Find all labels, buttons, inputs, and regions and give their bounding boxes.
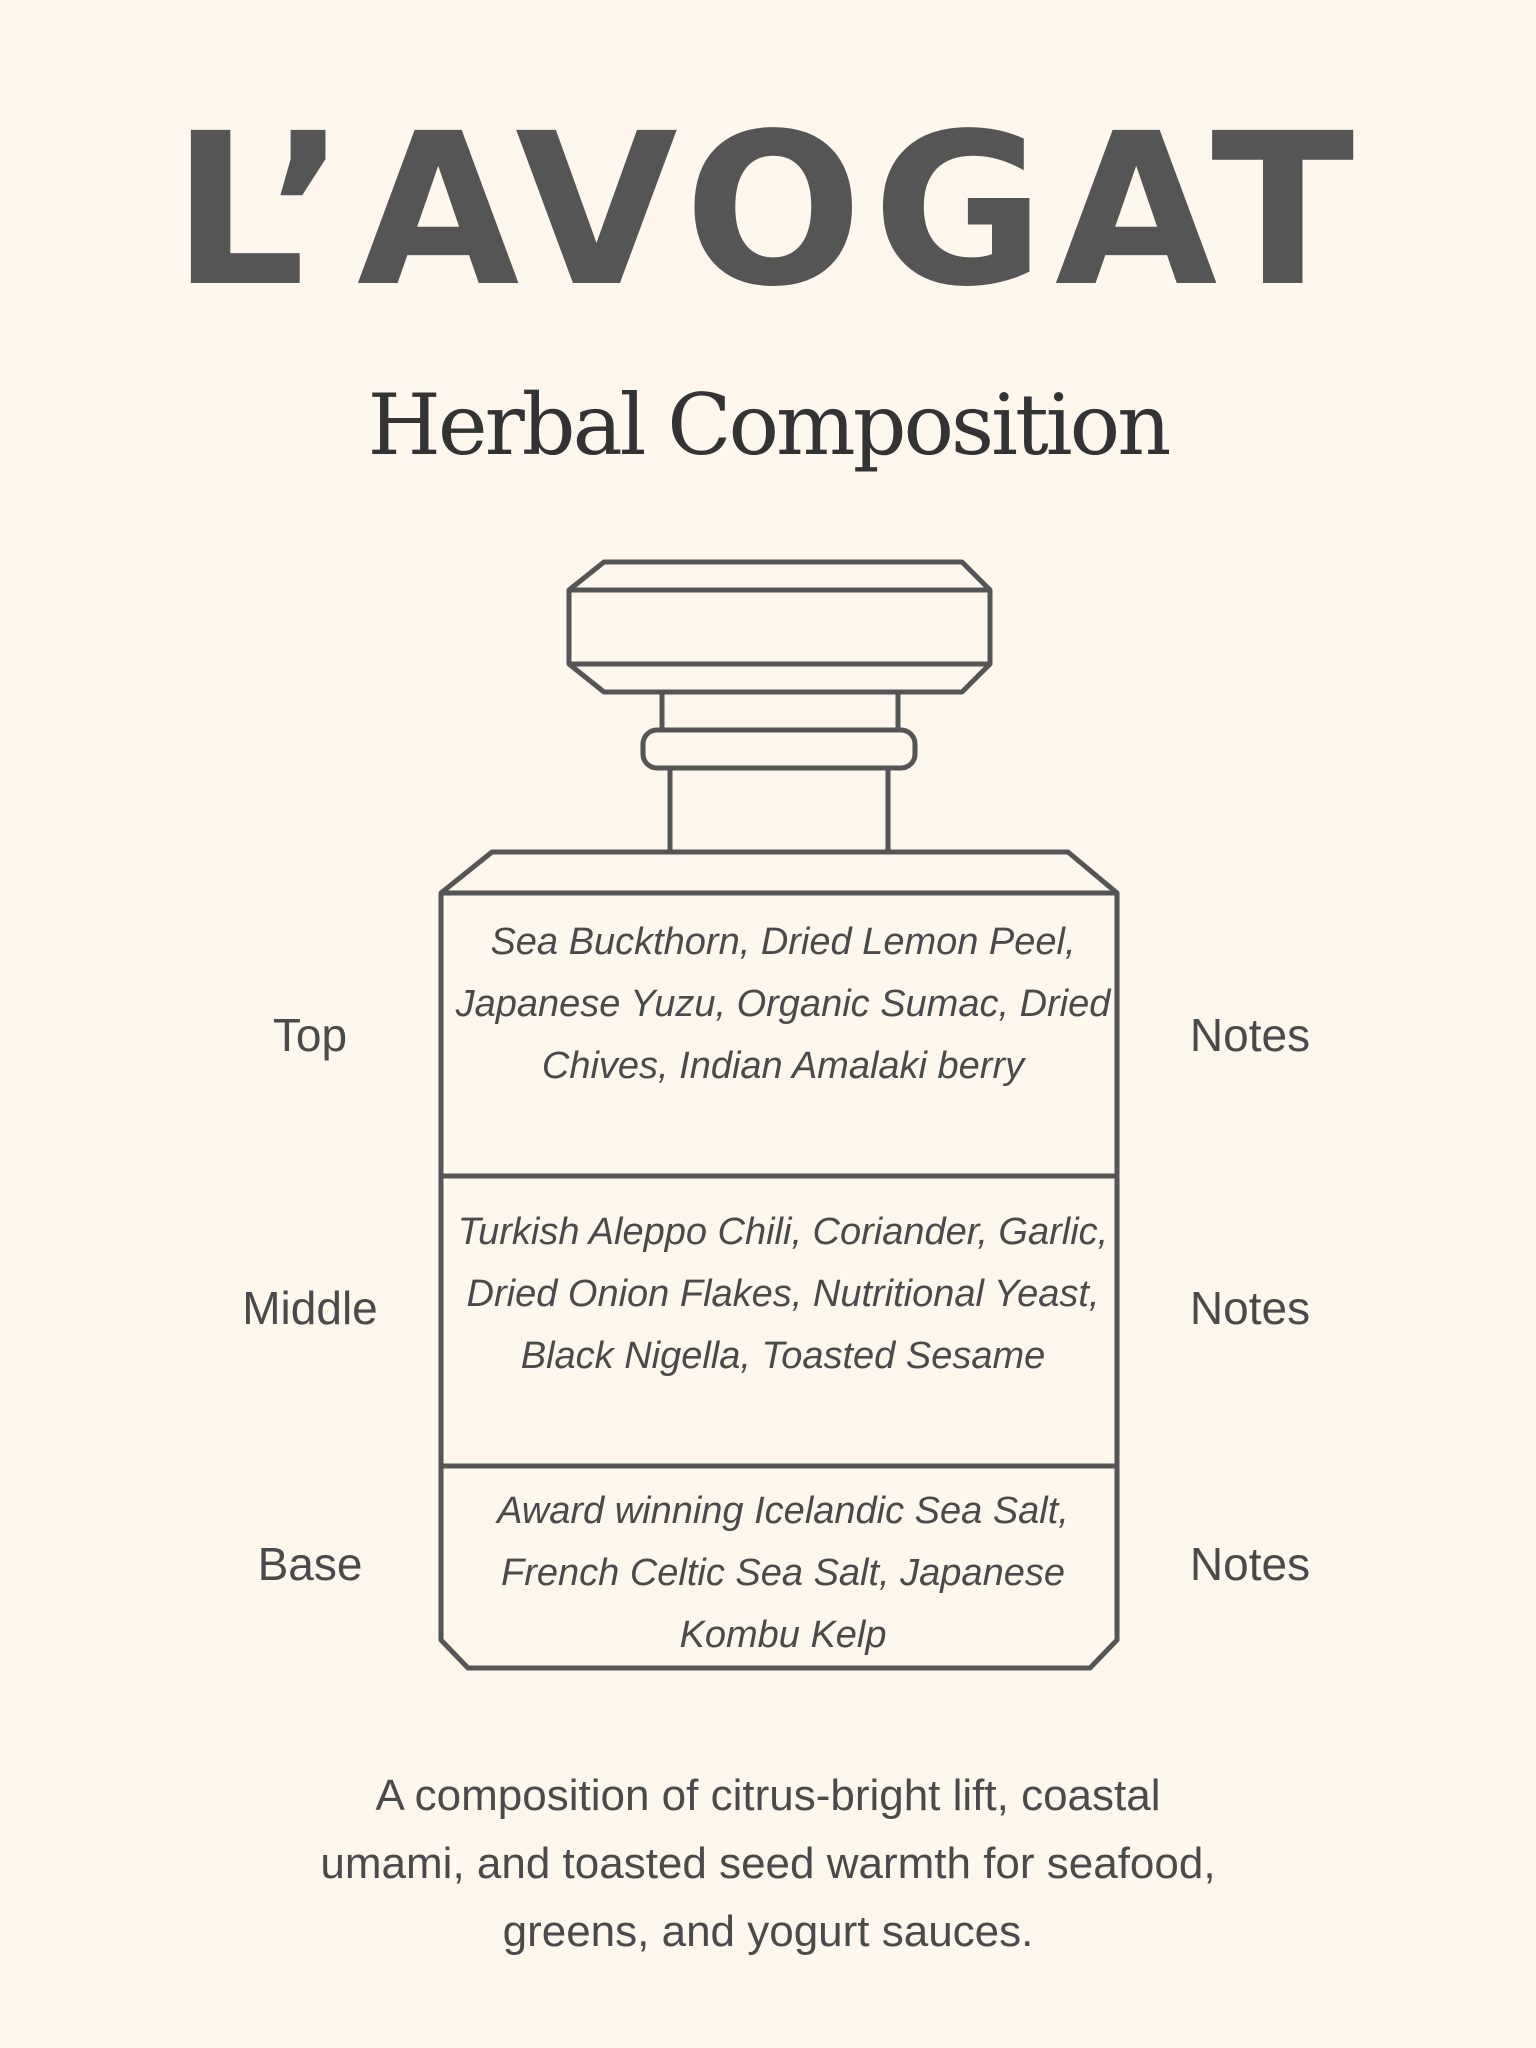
bottle-collar bbox=[643, 730, 915, 768]
middle-notes-label: Notes bbox=[1189, 1282, 1311, 1334]
middle-tier-label: Middle bbox=[242, 1282, 378, 1334]
top-notes-label: Notes bbox=[1189, 1009, 1311, 1061]
top-tier-label: Top bbox=[272, 1009, 348, 1061]
base-tier-label: Base bbox=[257, 1538, 363, 1590]
top-notes-ingredients: Sea Buckthorn, Dried Lemon Peel, Japanese Yuzu, Organic Sumac, Dried Chives, Indian Amalaki berry bbox=[455, 921, 1111, 1087]
bottle-cap bbox=[569, 562, 990, 692]
composition-description: A composition of citrus-bright lift, coastal umami, and toasted seed warmth for seafood, greens, and yogurt sauces. bbox=[320, 1771, 1216, 1956]
middle-notes-ingredients: Turkish Aleppo Chili, Coriander, Garlic, Dried Onion Flakes, Nutritional Yeast, Black Nigella, Toasted Sesame bbox=[457, 1211, 1109, 1377]
base-notes-label: Notes bbox=[1189, 1538, 1311, 1590]
base-notes-ingredients: Award winning Icelandic Sea Salt, French Celtic Sea Salt, Japanese Kombu Kelp bbox=[497, 1490, 1069, 1656]
page-title: Herbal Composition bbox=[367, 376, 1169, 474]
brand-logo: L’AVOGAT bbox=[171, 88, 1365, 333]
